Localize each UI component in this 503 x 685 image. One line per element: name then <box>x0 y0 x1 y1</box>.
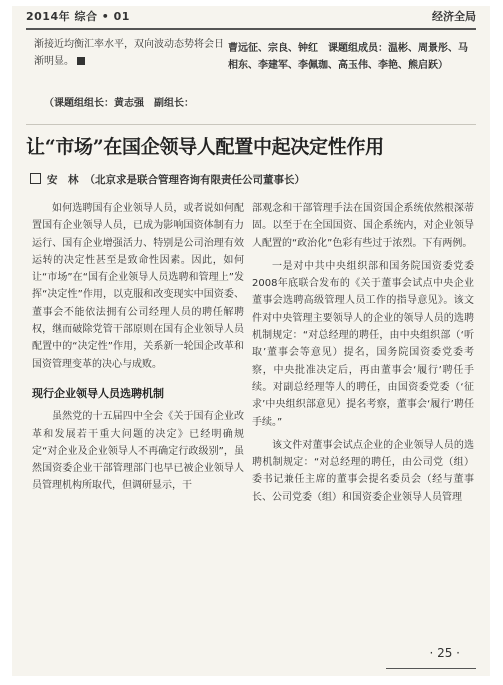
section-header: 经济全局 <box>432 10 476 23</box>
magazine-page <box>12 6 490 676</box>
article-title: 让“市场”在国企领导人配置中起决定性作用 <box>26 136 384 158</box>
author-box-icon <box>30 173 41 184</box>
author-affiliation: （北京求是联合管理咨询有限责任公司董事长） <box>84 174 305 186</box>
group-leaders-label: （课题组组长：黄志强 副组长： <box>44 98 194 109</box>
previous-article-ending <box>34 36 224 70</box>
article-column-right <box>252 200 474 512</box>
issue-header: 2014年 综合 • 01 <box>26 10 130 23</box>
paragraph: 该文件对董事会试点企业的企业领导人员的选聘机制规定：“对总经理的聘任，由公司党（组）委书记兼任主席的董事会提名委员会（经与董事长、公司党委（组）和国资委企业领导人员管理 <box>252 439 474 503</box>
paragraph: 部观念和干部管理手法在国资国企系统依然根深蒂固。以至于在全国国资、国企系统内，对企业领导人配置的“政治化”色彩有些过于浓烈。下有两例。 <box>252 203 474 249</box>
author-line <box>30 172 305 187</box>
footer-rule <box>386 668 476 669</box>
page-number: · 25 · <box>429 646 460 660</box>
author-name: 安 林 <box>47 174 79 186</box>
title-divider <box>26 124 476 125</box>
research-team-credits: 曹远征、宗良、钟红 课题组成员：温彬、周景彤、马相东、李建军、李佩珈、高玉伟、李艳、熊启跃） <box>228 43 468 71</box>
paragraph: 一是对中共中央组织部和国务院国资委党委2008年底联合发布的《关于董事会试点中央企业董事会选聘高级管理人员工作的指导意见》。该文件对中央管理主要领导人的企业的领导人员的选聘机制规定：“对总经理的聘任，由中央组织部（‘听取’董事会等意见）提名，国务院国资委党委考察，中央批准决定后，再由董事会‘履行’聘任手续。对副总经理等人的聘任，由国资委党委（‘征求’中央组织部意见）提名考察，董事会‘履行’聘任手续。” <box>252 260 474 428</box>
paragraph: 虽然党的十五届四中全会《关于国有企业改革和发展若干重大问题的决定》已经明确规定“对企业及企业领导人不再确定行政级别”，虽然国资委企业干部管理部门也早已被企业领导人员管理机构所取代，但调研显示，干 <box>32 411 244 492</box>
end-mark-icon <box>77 57 85 65</box>
header-rule <box>26 28 476 30</box>
previous-article-text: 渐接近均衡汇率水平，双向波动态势将会日渐明显。 <box>34 39 224 67</box>
article-column-left <box>32 200 244 501</box>
section-heading: 现行企业领导人员选聘机制 <box>32 386 164 400</box>
paragraph: 如何选聘国有企业领导人员，或者说如何配置国有企业领导人员，已成为影响国资体制有力运行、国有企业增强活力、特别是公司治理有效运转的决定性甚至是致命性因素。因此，如何让“市场”在“国有企业领导人员选聘和管理上”发挥“决定性”作用，以克服和改变现实中国资委、董事会不能依法拥有公司经理人员的聘任解聘权，继而破除党管干部原则在国有企业领导人员配置中的“决定性”作用，关系新一轮国企改革和国资管理变革的决心与成败。 <box>32 203 244 370</box>
